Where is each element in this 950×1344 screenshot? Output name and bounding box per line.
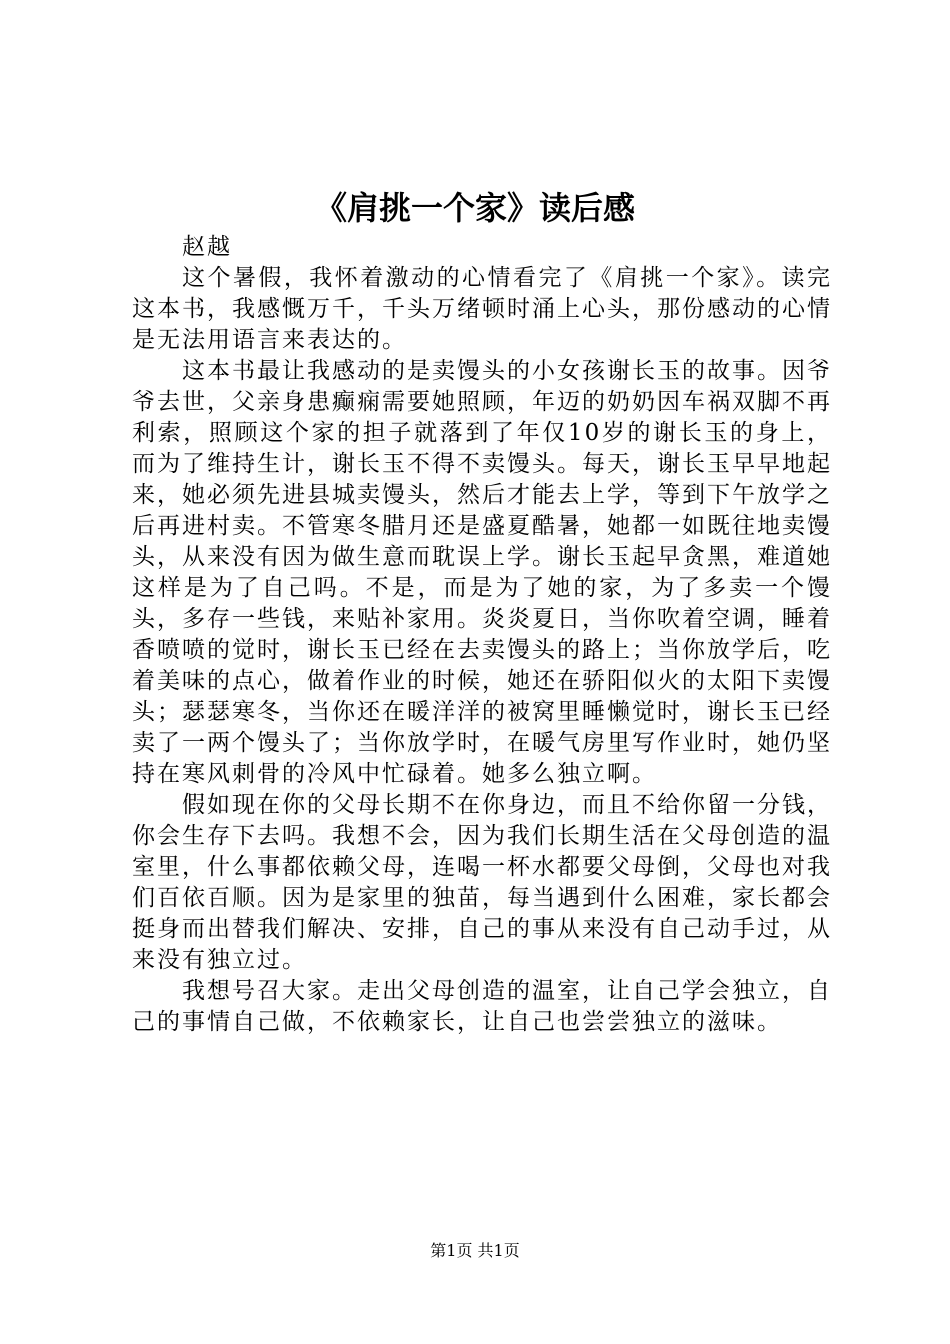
paragraph-2: 这本书最让我感动的是卖馒头的小女孩谢长玉的故事。因爷爷去世，父亲身患癫痫需要她照顾，年迈的奶奶因车祸双脚不再利索，照顾这个家的担子就落到了年仅10岁的谢长玉的身上，而为了维持生计，谢长玉不得不卖馒头。每天，谢长玉早早地起来，她必须先进县城卖馒头，然后才能去上学，等到下午放学之后再进村卖。不管寒冬腊月还是盛夏酷暑，她都一如既往地卖馒头，从来没有因为做生意而耽误上学。谢长玉起早贪黑，难道她这样是为了自己吗。不是，而是为了她的家，为了多卖一个馒头，多存一些钱，来贴补家用。炎炎夏日，当你吹着空调，睡着香喷喷的觉时，谢长玉已经在去卖馒头的路上；当你放学后，吃着美味的点心，做着作业的时候，她还在骄阳似火的太阳下卖馒头；瑟瑟寒冬，当你还在暖洋洋的被窝里睡懒觉时，谢长玉已经卖了一两个馒头了；当你放学时，在暖气房里写作业时，她仍坚持在寒风刺骨的冷风中忙碌着。她多么独立啊。 [132,358,832,787]
document-body [132,232,832,1038]
document-title: 《肩挑一个家》读后感 [314,189,635,227]
paragraph-1: 这个暑假，我怀着激动的心情看完了《肩挑一个家》。读完这本书，我感慨万千，千头万绪顿时涌上心头，那份感动的心情是无法用语言来表达的。 [132,265,832,353]
paragraph-4: 我想号召大家。走出父母创造的温室，让自己学会独立，自己的事情自己做，不依赖家长，让自己也尝尝独立的滋味。 [132,978,832,1035]
author-name: 赵越 [182,234,232,260]
paragraph-3: 假如现在你的父母长期不在你身边，而且不给你留一分钱，你会生存下去吗。我想不会，因为我们长期生活在父母创造的温室里，什么事都依赖父母，连喝一杯水都要父母倒，父母也对我们百依百顺。因为是家里的独苗，每当遇到什么困难，家长都会挺身而出替我们解决、安排，自己的事从来没有自己动手过，从来没有独立过。 [132,792,832,973]
page-number-footer: 第1页 共1页 [430,1241,520,1260]
